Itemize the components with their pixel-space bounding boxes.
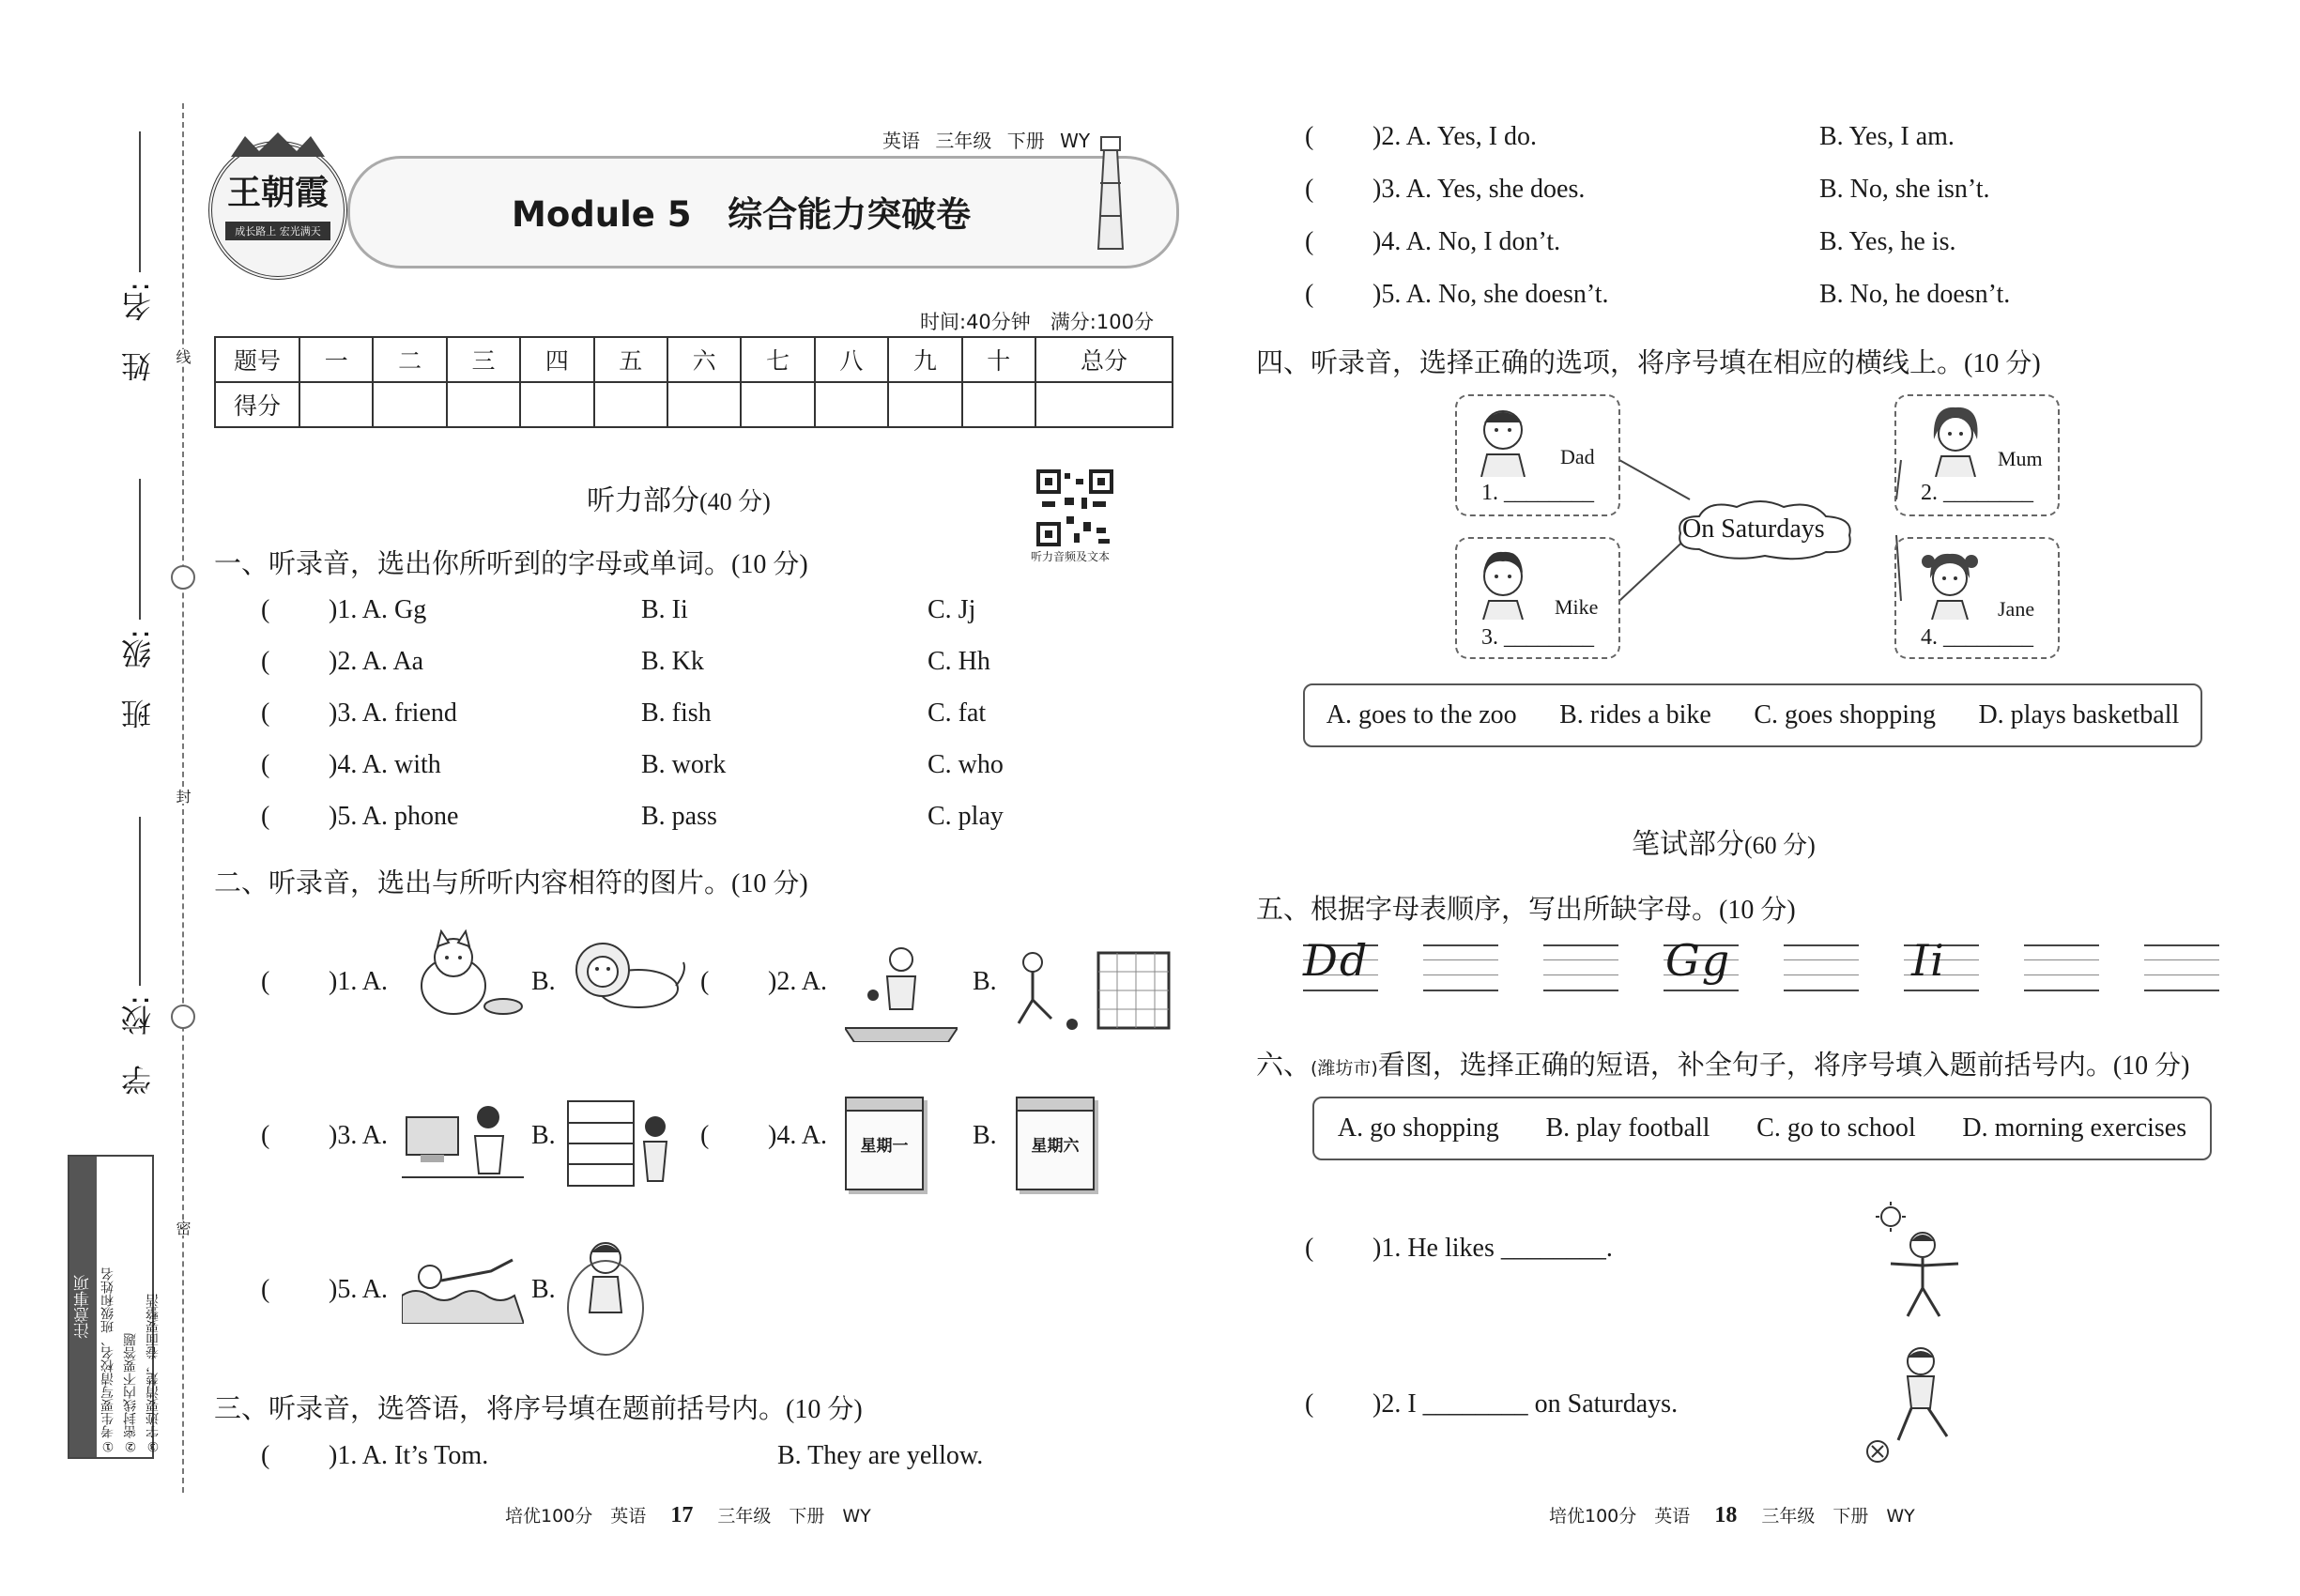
score-table	[214, 336, 1173, 428]
option-a: )4. A. with	[329, 750, 441, 779]
swimming-picture[interactable]	[402, 1249, 524, 1324]
title-cn: 综合能力突破卷	[728, 194, 972, 235]
calendar-monday-text: 星期一	[860, 1137, 909, 1156]
sec2-score: (10 分)	[731, 869, 808, 898]
person-card-dad	[1455, 394, 1620, 516]
qr-caption: 听力音频及文本	[1031, 550, 1111, 563]
exercise-picture[interactable]	[1870, 1202, 1964, 1324]
option-a: )5. A. No, she doesn’t.	[1372, 280, 1609, 309]
answer-paren[interactable]: (	[1305, 175, 1314, 204]
letter-blank[interactable]	[1543, 944, 1618, 991]
score-input[interactable]	[888, 382, 961, 427]
sec6-title-pre: 六、	[1256, 1049, 1311, 1081]
sec6-option-b: B. play football	[1545, 1113, 1710, 1143]
seal-mark-xian: 线	[174, 349, 192, 364]
brand-name: 王朝霞	[226, 174, 329, 211]
name-label: 姓 名:	[120, 282, 156, 382]
written-heading-score: (60 分)	[1744, 832, 1816, 859]
sec4-title-text: 四、听录音，选择正确的选项，将序号填在相应的横线上。	[1256, 346, 1965, 378]
sec4-option-b: B. rides a bike	[1559, 700, 1711, 729]
score-cell: 五	[594, 337, 667, 382]
name-line	[139, 131, 141, 272]
score-cell: 八	[815, 337, 888, 382]
dad-face-icon	[1470, 402, 1536, 477]
title-module: Module 5	[512, 194, 692, 235]
listening-heading-score: (40 分)	[699, 488, 771, 515]
sec3-title	[214, 1388, 863, 1426]
sec4-option-d: D. plays basketball	[1978, 700, 2180, 729]
sec4-options-box	[1303, 683, 2202, 747]
qr-code-icon[interactable]	[1036, 469, 1113, 546]
score-input[interactable]	[667, 382, 741, 427]
brand-logo	[208, 141, 347, 280]
footer-right-suffix: 三年级 下册 WY	[1761, 1506, 1915, 1527]
b-label: B.	[531, 1275, 556, 1304]
answer-paren[interactable]: (	[261, 1275, 270, 1304]
option-a: )3. A. friend	[329, 698, 457, 728]
football-picture[interactable]	[1004, 944, 1173, 1037]
meta-grade: 三年级	[935, 130, 992, 152]
sentence-1: )1. He likes ________.	[1372, 1234, 1613, 1263]
score-value-row	[215, 382, 1173, 427]
score-input[interactable]	[962, 382, 1035, 427]
brand-tagline: 成长路上 宏光满天	[225, 222, 330, 240]
option-a: )2. A. Aa	[329, 647, 424, 676]
answer-paren[interactable]: (	[261, 595, 270, 624]
answer-paren[interactable]: (	[1305, 280, 1314, 309]
ping-pong-picture[interactable]	[845, 939, 958, 1042]
letter-blank[interactable]	[1423, 944, 1498, 991]
footer-right	[1549, 1502, 1915, 1528]
person-card-jane	[1894, 537, 2060, 659]
calendar-saturday-text: 星期六	[1031, 1137, 1080, 1156]
sec5-score: (10 分)	[1719, 896, 1796, 925]
sec6-option-a: A. go shopping	[1337, 1113, 1499, 1143]
option-c: C. who	[928, 750, 1004, 779]
jane-label: Jane	[1998, 597, 2035, 621]
option-a: )5. A. phone	[329, 802, 459, 831]
option-b: B. No, he doesn’t.	[1819, 280, 2011, 309]
footer-left-prefix: 培优100分 英语	[505, 1506, 647, 1527]
score-row-label: 得分	[215, 382, 299, 427]
answer-paren[interactable]: (	[700, 967, 710, 996]
sec4-option-a: A. goes to the zoo	[1326, 700, 1517, 729]
class-label: 班 级:	[120, 629, 156, 729]
sec6-option-d: D. morning exercises	[1962, 1113, 2187, 1143]
notice-item-3: ③字迹要清楚，卷面要整洁	[146, 1294, 161, 1453]
answer-paren[interactable]: (	[1305, 122, 1314, 151]
page-title	[512, 186, 971, 237]
sec6-city: (潍坊市)	[1311, 1058, 1378, 1079]
mike-answer-line[interactable]: 3. ________	[1481, 625, 1594, 650]
center-label: On Saturdays	[1682, 514, 1825, 544]
calendar-rings	[1018, 1098, 1093, 1112]
score-cell: 题号	[215, 337, 299, 382]
option-b: B. Ii	[641, 595, 688, 624]
notice-item-1: ①考生要写清校名、班级和姓名	[100, 1267, 115, 1453]
sec6-score: (10 分)	[2112, 1051, 2190, 1081]
written-heading	[1632, 821, 1816, 862]
score-cell: 一	[299, 337, 373, 382]
score-input[interactable]	[520, 382, 593, 427]
mum-answer-line[interactable]: 2. ________	[1921, 481, 2033, 505]
answer-paren[interactable]: (	[261, 750, 270, 779]
notice-item-2: ②密封线内不要答题	[123, 1333, 138, 1453]
shopping-picture[interactable]	[563, 1097, 676, 1190]
dad-answer-line[interactable]: 1. ________	[1481, 481, 1594, 505]
option-c: C. Hh	[928, 647, 990, 676]
letter-given-gg: Gg	[1665, 935, 1732, 986]
footer-left	[505, 1502, 871, 1528]
school-label: 学 校:	[120, 995, 156, 1096]
header-meta	[882, 126, 1090, 153]
b-label: B.	[973, 967, 997, 996]
sec1-score: (10 分)	[731, 550, 808, 579]
dad-label: Dad	[1560, 445, 1595, 468]
mum-label: Mum	[1998, 447, 2043, 470]
answer-paren[interactable]: (	[261, 1441, 270, 1470]
sec5-title-text: 五、根据字母表顺序，写出所缺字母。	[1256, 893, 1720, 925]
answer-paren[interactable]: (	[700, 1121, 710, 1150]
footer-right-prefix: 培优100分 英语	[1549, 1506, 1691, 1527]
option-b: B. Kk	[641, 647, 704, 676]
q3-label: )3. A.	[329, 1121, 388, 1150]
sec5-title	[1256, 888, 1796, 927]
score-input[interactable]	[299, 382, 373, 427]
q5-label: )5. A.	[329, 1275, 388, 1304]
score-cell: 七	[741, 337, 814, 382]
option-c: C. Jj	[928, 595, 976, 624]
b-label: B.	[973, 1121, 997, 1150]
jane-answer-line[interactable]: 4. ________	[1921, 625, 2033, 650]
score-header-row	[215, 337, 1173, 382]
sec3-title-text: 三、听录音，选答语，将序号填在题前括号内。	[214, 1392, 787, 1424]
jump-rope-picture[interactable]	[563, 1237, 648, 1359]
listening-heading-text: 听力部分	[587, 484, 699, 517]
jane-face-icon	[1917, 545, 1983, 620]
school-line	[139, 817, 141, 986]
option-b: B. fish	[641, 698, 712, 728]
answer-paren[interactable]: (	[261, 1121, 270, 1150]
seal-mark-mi: 密	[174, 1220, 192, 1235]
option-b: B. work	[641, 750, 727, 779]
lion-picture[interactable]	[563, 934, 690, 1019]
b-label: B.	[531, 967, 556, 996]
option-a: )1. A. It’s Tom.	[329, 1441, 489, 1470]
notice-box	[68, 1155, 161, 1459]
meta-volume: 下册	[1006, 130, 1045, 152]
listening-heading	[587, 477, 771, 518]
person-card-mum	[1894, 394, 2060, 516]
sec6-title-text: 看图，选择正确的短语，补全句子，将序号填入题前括号内。	[1377, 1049, 2113, 1081]
cat-picture[interactable]	[402, 929, 524, 1023]
answer-paren[interactable]: (	[1305, 227, 1314, 256]
score-input[interactable]	[741, 382, 814, 427]
option-b: B. Yes, I am.	[1819, 122, 1955, 151]
answer-paren[interactable]: (	[261, 647, 270, 676]
letter-blank[interactable]	[2144, 944, 2219, 991]
option-b: B. Yes, he is.	[1819, 227, 1956, 256]
score-cell: 三	[447, 337, 520, 382]
notice-title: 注意事项	[69, 1157, 97, 1457]
answer-paren[interactable]: (	[1305, 1389, 1314, 1419]
b-label: B.	[531, 1121, 556, 1150]
meta-subject: 英语	[882, 130, 920, 152]
page-number-17: 17	[670, 1503, 694, 1527]
sec4-option-c: C. goes shopping	[1754, 700, 1936, 729]
score-cell: 总分	[1035, 337, 1173, 382]
computer-picture[interactable]	[402, 1098, 524, 1183]
calendar-rings	[847, 1098, 922, 1112]
letter-blank[interactable]	[1784, 944, 1859, 991]
time-info: 时间:40分钟 满分:100分	[920, 311, 1154, 333]
option-b: B. pass	[641, 802, 717, 831]
option-c: C. play	[928, 802, 1004, 831]
sec2-title-text: 二、听录音，选出与所听内容相符的图片。	[214, 867, 732, 898]
score-cell: 十	[962, 337, 1035, 382]
sec6-options-box	[1312, 1097, 2212, 1160]
option-b: B. No, she isn’t.	[1819, 175, 1990, 204]
option-b: B. They are yellow.	[777, 1441, 984, 1470]
calendar-saturday-picture[interactable]	[1016, 1097, 1095, 1190]
option-c: C. fat	[928, 698, 987, 728]
sec2-title	[214, 862, 808, 900]
person-card-mike	[1455, 537, 1620, 659]
crown-icon	[226, 130, 330, 159]
margin-circle-1	[171, 565, 195, 590]
q2-label: )2. A.	[768, 967, 827, 996]
score-input[interactable]	[594, 382, 667, 427]
answer-paren[interactable]: (	[261, 967, 270, 996]
score-input[interactable]	[815, 382, 888, 427]
score-cell: 四	[520, 337, 593, 382]
letter-given-dd: Dd	[1303, 935, 1370, 986]
mike-face-icon	[1470, 545, 1536, 620]
option-a: )1. A. Gg	[329, 595, 427, 624]
score-input[interactable]	[1035, 382, 1173, 427]
score-input[interactable]	[447, 382, 520, 427]
calendar-monday-picture[interactable]	[845, 1097, 924, 1190]
mum-face-icon	[1923, 402, 1988, 477]
meta-edition: WY	[1060, 130, 1091, 152]
football-boy-picture[interactable]	[1864, 1343, 1968, 1465]
sec1-title-text: 一、听录音，选出你所听到的字母或单词。	[214, 547, 732, 579]
score-cell: 二	[373, 337, 446, 382]
score-input[interactable]	[373, 382, 446, 427]
sec1-title	[214, 543, 808, 581]
sec4-title	[1256, 342, 2041, 380]
sec3-score: (10 分)	[786, 1395, 863, 1424]
q1-label: )1. A.	[329, 967, 388, 996]
sec6-option-c: C. go to school	[1756, 1113, 1916, 1143]
seal-mark-feng: 封	[174, 789, 192, 804]
sec4-score: (10 分)	[1964, 349, 2041, 378]
answer-paren[interactable]: (	[1305, 1234, 1314, 1263]
footer-left-suffix: 三年级 下册 WY	[717, 1506, 871, 1527]
mike-label: Mike	[1555, 595, 1599, 619]
sentence-2: )2. I ________ on Saturdays.	[1372, 1389, 1679, 1419]
score-cell: 六	[667, 337, 741, 382]
answer-paren[interactable]: (	[261, 802, 270, 831]
margin-circle-2	[171, 1005, 195, 1029]
option-a: )2. A. Yes, I do.	[1372, 122, 1538, 151]
score-cell: 九	[888, 337, 961, 382]
option-a: )3. A. Yes, she does.	[1372, 175, 1586, 204]
class-line	[139, 479, 141, 620]
q4-label: )4. A.	[768, 1121, 827, 1150]
lighthouse-icon	[1087, 131, 1134, 253]
written-heading-text: 笔试部分	[1632, 828, 1744, 861]
letter-blank[interactable]	[2024, 944, 2099, 991]
letter-given-ii: Ii	[1911, 935, 1946, 986]
page-number-18: 18	[1714, 1503, 1738, 1527]
option-a: )4. A. No, I don’t.	[1372, 227, 1561, 256]
sec6-title	[1256, 1044, 2190, 1082]
answer-paren[interactable]: (	[261, 698, 270, 728]
